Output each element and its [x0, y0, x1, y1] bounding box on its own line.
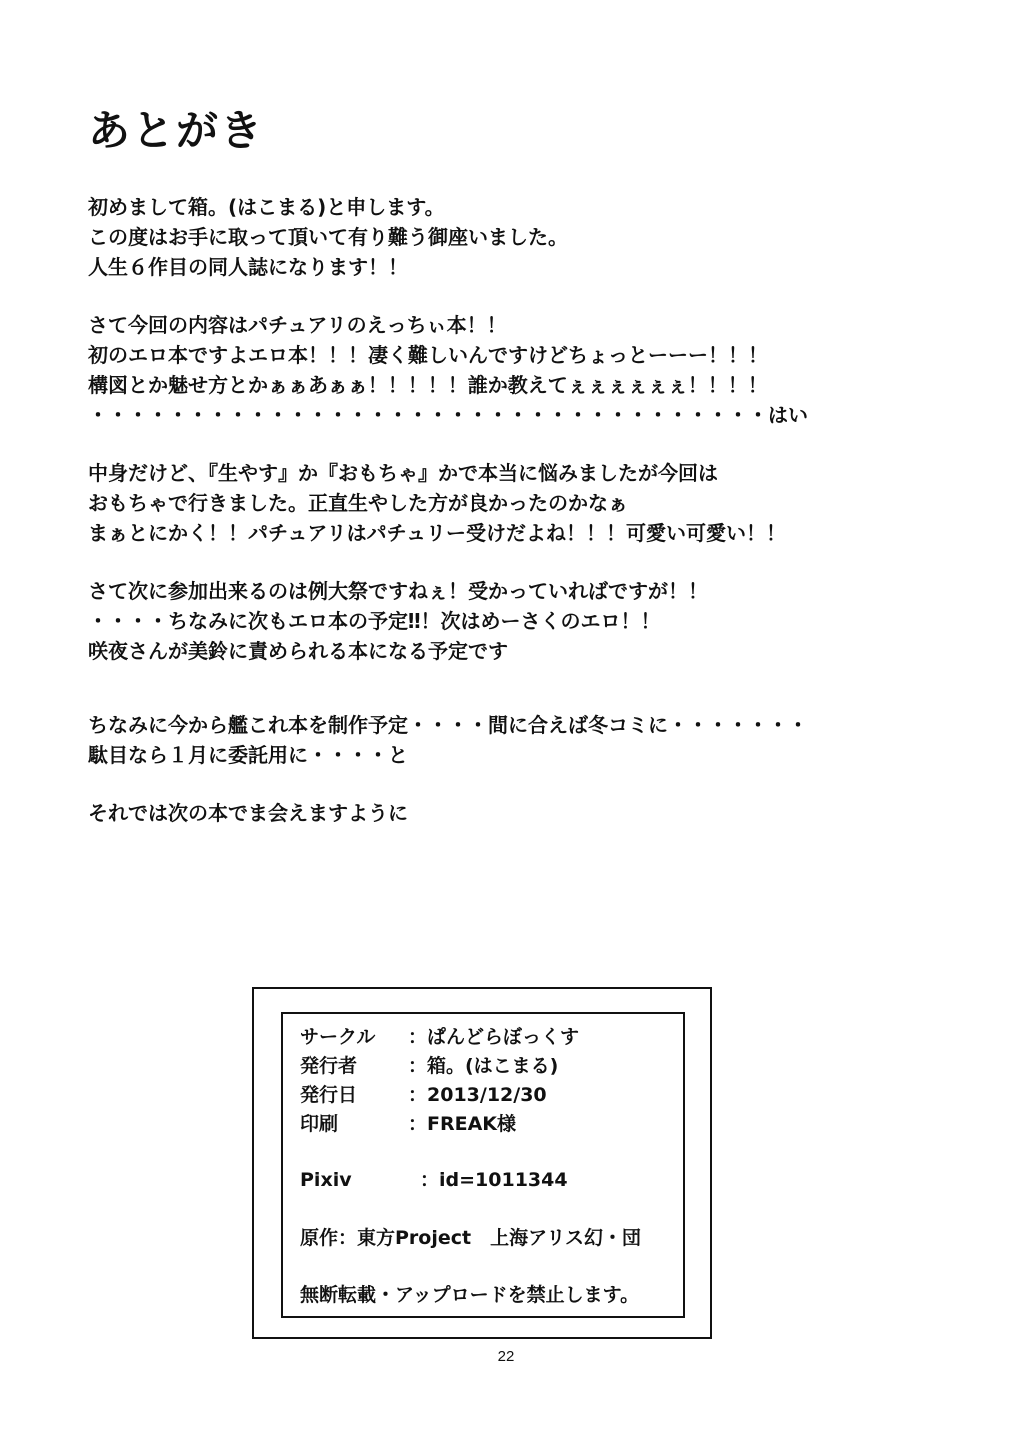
text-line: おもちゃで行きました。正直生やした方が良かったのかなぁ	[88, 491, 628, 515]
text-line: ちなみに今から艦これ本を制作予定・・・・間に合えば冬コミに・・・・・・・	[88, 713, 808, 737]
page-number: 22	[497, 1348, 515, 1365]
text-line: ・・・・ちなみに次もエロ本の予定‼！次はめーさくのエロ！！	[88, 609, 661, 633]
text-line: 咲夜さんが美鈴に責められる本になる予定です	[88, 639, 508, 663]
colophon-date-row	[300, 1082, 547, 1108]
text-line: 初めまして箱。(はこまる)と申します。	[88, 195, 445, 219]
publisher-value: ：箱。(はこまる)	[408, 1055, 559, 1077]
publisher-label: 発行者	[300, 1055, 358, 1077]
text-line: この度はお手に取って頂いて有り難う御座いました。	[88, 225, 568, 249]
text-line: それでは次の本でま会えますように	[88, 801, 408, 825]
colophon-circle-row	[300, 1024, 579, 1050]
colophon-pixiv-row	[300, 1167, 568, 1193]
date-label: 発行日	[300, 1084, 358, 1106]
text-line: ・・・・・・・・・・・・・・・・・・・・・・・・・・・・・・・・・・はい	[88, 403, 808, 427]
text-line: 中身だけど、『生やす』か『おもちゃ』かで本当に悩みましたが今回は	[88, 461, 718, 485]
circle-value: ：ぱんどらぼっくす	[408, 1026, 580, 1048]
page-title: あとがき	[88, 106, 265, 155]
text-line: 駄目なら１月に委託用に・・・・と	[88, 743, 408, 767]
circle-label: サークル	[300, 1026, 376, 1048]
pixiv-label: Pixiv	[300, 1169, 352, 1191]
printer-value: ：FREAK様	[408, 1113, 517, 1135]
text-line: 初のエロ本ですよエロ本！！！凄く難しいんですけどちょっとーーー！！！	[88, 343, 768, 367]
printer-label: 印刷	[300, 1113, 339, 1135]
colophon-publisher-row	[300, 1053, 558, 1079]
text-line: さて次に参加出来るのは例大祭ですねぇ！受かっていればですが！！	[88, 579, 708, 603]
colophon-original-work: 原作：東方Project 上海アリス幻・団	[300, 1227, 641, 1249]
text-line: 構図とか魅せ方とかぁぁあぁぁ！！！！！誰か教えてぇぇぇぇぇぇ！！！！	[88, 373, 768, 397]
text-line: まぁとにかく！！パチュアリはパチュリー受けだよね！！！可愛い可愛い！！	[88, 521, 786, 545]
text-line: 人生６作目の同人誌になります！！	[88, 255, 408, 279]
pixiv-value: ：id=1011344	[420, 1169, 568, 1191]
colophon-printer-row	[300, 1111, 516, 1137]
afterword-body	[88, 192, 888, 828]
date-value: ：2013/12/30	[408, 1084, 547, 1106]
text-line: さて今回の内容はパチュアリのえっちぃ本！！	[88, 313, 507, 337]
colophon-notice: 無断転載・アップロードを禁止します。	[300, 1284, 640, 1306]
